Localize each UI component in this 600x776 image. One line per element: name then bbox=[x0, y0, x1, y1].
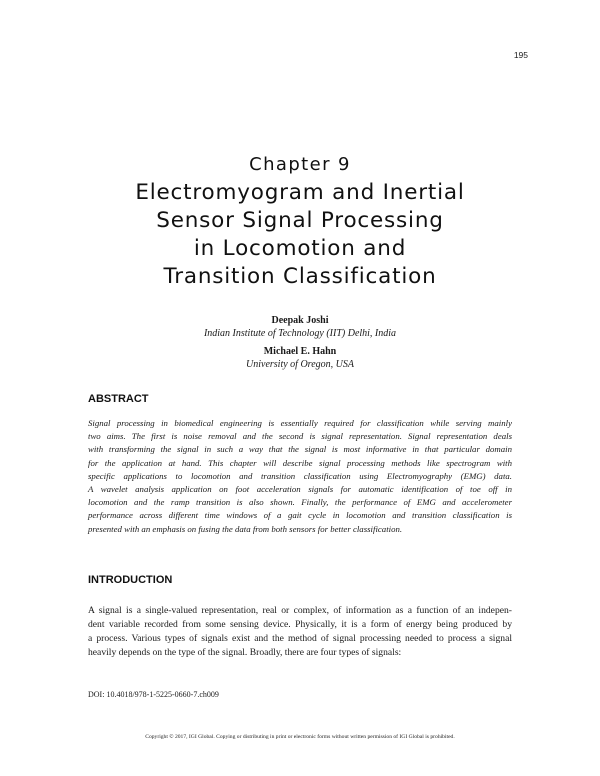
chapter-title bbox=[60, 179, 540, 291]
title-line: in Locomotion and bbox=[193, 236, 407, 261]
introduction-line: a process. Various types of signals exist and the method of signal processing needed to process a signal bbox=[88, 633, 512, 644]
author-affiliation: Indian Institute of Technology (IIT) Delhi, India bbox=[203, 328, 397, 339]
abstract-line: two aims. The first is noise removal and the second is signal representation. Signal representation deals bbox=[88, 431, 512, 442]
abstract-line: for the application at hand. This chapter will describe signal processing methods like spectrogram with bbox=[88, 457, 512, 468]
page-number: 195 bbox=[513, 50, 528, 60]
introduction-line: A signal is a single-valued representation, real or complex, of information as a function of an indepen- bbox=[88, 605, 512, 616]
title-line: Electromyogram and Inertial bbox=[135, 180, 465, 205]
abstract-heading: ABSTRACT bbox=[88, 393, 149, 405]
title-line: Sensor Signal Processing bbox=[156, 208, 444, 233]
title-line: Transition Classification bbox=[163, 264, 437, 289]
author-name: Deepak Joshi bbox=[271, 315, 329, 326]
abstract-line: specific applications to locomotion and transition classification using Electromyography (EMG) data. bbox=[88, 470, 512, 481]
introduction-heading: INTRODUCTION bbox=[88, 574, 173, 586]
abstract-line: locomotion and the ramp transition is also shown. Finally, the performance of EMG and accelerometer bbox=[88, 497, 512, 508]
chapter-label: Chapter 9 bbox=[249, 154, 351, 175]
introduction-line: dent variable recorded from some sensing device. Physically, it is a form of energy being produced by bbox=[88, 619, 512, 630]
abstract-body bbox=[88, 417, 512, 536]
author-affiliation: University of Oregon, USA bbox=[246, 359, 354, 370]
abstract-line: Signal processing in biomedical engineering is essentially required for classification while serving mainly bbox=[88, 418, 512, 428]
abstract-line: A wavelet analysis application on foot acceleration signals for automatic identification of toe off in bbox=[88, 484, 512, 495]
copyright-notice: Copyright © 2017, IGI Global. Copying or distributing in print or electronic forms without written permission of IGI Global is prohibited. bbox=[145, 734, 455, 740]
abstract-line: performance across different time windows of a gait cycle in locomotion and transition classification is bbox=[88, 510, 512, 521]
abstract-line: presented with an emphasis on fusing the data from both sensors for better classification. bbox=[88, 523, 403, 534]
abstract-line: with transforming the signal in such a way that the signal is most informative in that particular domain bbox=[88, 444, 512, 455]
author-name: Michael E. Hahn bbox=[263, 346, 337, 357]
introduction-line: heavily depends on the type of the signal. Broadly, there are four types of signals: bbox=[88, 647, 402, 658]
author-block bbox=[0, 314, 600, 340]
introduction-body bbox=[88, 604, 512, 660]
author-block bbox=[0, 345, 600, 371]
doi-text: DOI: 10.4018/978-1-5225-0660-7.ch009 bbox=[88, 690, 219, 699]
